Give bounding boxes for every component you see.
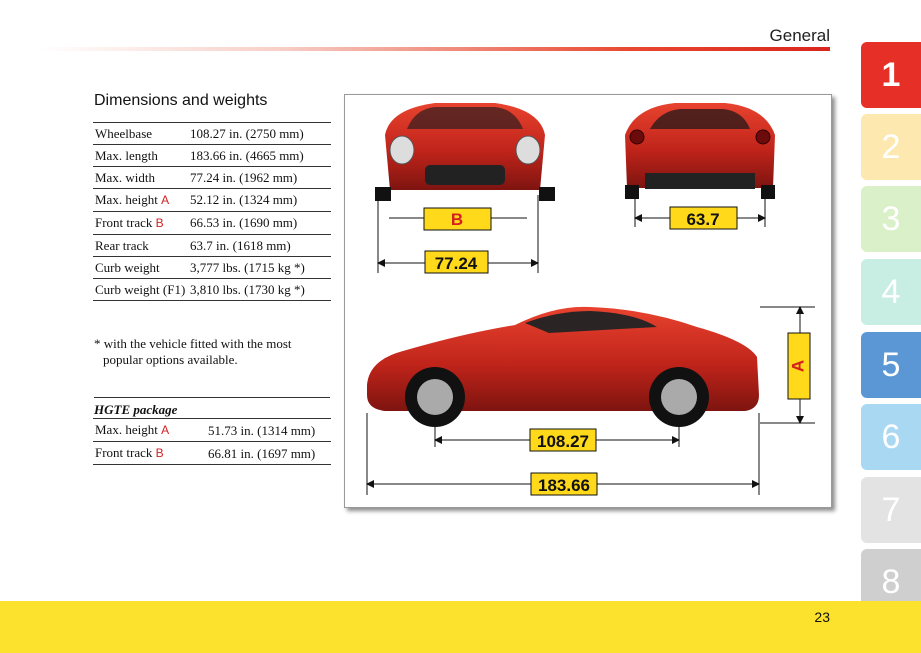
tab-label: 5 bbox=[881, 345, 901, 384]
wheelbase-text: 108.27 bbox=[537, 432, 589, 451]
rear-track-label bbox=[670, 207, 737, 229]
length-label bbox=[531, 473, 597, 495]
tab-label: 8 bbox=[881, 562, 901, 601]
spec-label-text: Rear track bbox=[95, 238, 149, 253]
rear-view-car bbox=[625, 103, 775, 199]
page-number: 23 bbox=[814, 609, 830, 625]
spec-row bbox=[93, 123, 331, 145]
spec-value: 3,777 lbs. (1715 kg *) bbox=[188, 257, 331, 279]
side-view-car bbox=[367, 307, 759, 427]
spec-label-text: Front track bbox=[95, 445, 153, 460]
max-height-text: A bbox=[788, 359, 808, 373]
spec-value: 77.24 in. (1962 mm) bbox=[188, 167, 331, 189]
spec-label bbox=[93, 257, 188, 279]
tab-chapter-5[interactable] bbox=[861, 332, 921, 398]
dimension-marker: B bbox=[155, 446, 164, 460]
spec-value: 183.66 in. (4665 mm) bbox=[188, 145, 331, 167]
spec-label bbox=[93, 419, 206, 442]
spec-value: 66.81 in. (1697 mm) bbox=[206, 442, 331, 465]
dimension-diagram bbox=[344, 94, 832, 508]
dimension-marker: B bbox=[155, 216, 164, 230]
front-track-label bbox=[424, 208, 491, 230]
section-title: General bbox=[769, 26, 830, 45]
spec-row bbox=[93, 235, 331, 257]
tab-label: 2 bbox=[881, 127, 901, 166]
spec-label bbox=[93, 145, 188, 167]
tab-chapter-2[interactable] bbox=[861, 114, 921, 180]
spec-label-text: Curb weight (F1) bbox=[95, 282, 186, 297]
spec-value: 66.53 in. (1690 mm) bbox=[188, 212, 331, 235]
spec-label-text: Wheelbase bbox=[95, 126, 153, 141]
weight-footnote bbox=[94, 336, 324, 368]
spec-value: 63.7 in. (1618 mm) bbox=[188, 235, 331, 257]
tab-chapter-7[interactable] bbox=[861, 477, 921, 543]
front-view-car bbox=[375, 103, 555, 201]
spec-value: 3,810 lbs. (1730 kg *) bbox=[188, 279, 331, 301]
spec-row bbox=[93, 167, 331, 189]
spec-row bbox=[93, 419, 331, 442]
spec-row bbox=[93, 279, 331, 301]
footer-bar bbox=[0, 601, 921, 653]
spec-label-text: Max. width bbox=[95, 170, 155, 185]
dimensions-heading: Dimensions and weights bbox=[94, 92, 268, 109]
dimension-marker: A bbox=[161, 193, 170, 207]
header-rule bbox=[40, 47, 830, 51]
footnote-line: * with the vehicle fitted with the most bbox=[94, 336, 292, 351]
tab-chapter-3[interactable] bbox=[861, 186, 921, 252]
tab-chapter-4[interactable] bbox=[861, 259, 921, 325]
spec-row bbox=[93, 212, 331, 235]
dimensions-table bbox=[93, 122, 331, 301]
rear-track-text: 63.7 bbox=[686, 210, 720, 229]
tab-label: 4 bbox=[881, 272, 901, 311]
tab-label: 6 bbox=[881, 417, 901, 456]
tab-label: 7 bbox=[881, 490, 901, 529]
package-heading: HGTE package bbox=[94, 397, 330, 418]
front-track-text: B bbox=[450, 210, 464, 229]
spec-label-text: Front track bbox=[95, 215, 153, 230]
wheelbase-label bbox=[530, 429, 596, 451]
tab-label: 3 bbox=[881, 199, 901, 238]
spec-label bbox=[93, 212, 188, 235]
tab-chapter-6[interactable] bbox=[861, 404, 921, 470]
spec-label bbox=[93, 167, 188, 189]
footnote-line: popular options available. bbox=[103, 352, 238, 367]
spec-label-text: Max. length bbox=[95, 148, 158, 163]
spec-value: 108.27 in. (2750 mm) bbox=[188, 123, 331, 145]
car-dimension-drawing bbox=[345, 95, 831, 507]
package-table bbox=[93, 418, 331, 465]
tab-chapter-1[interactable] bbox=[861, 42, 921, 108]
length-text: 183.66 bbox=[538, 476, 590, 495]
spec-row bbox=[93, 145, 331, 167]
spec-label bbox=[93, 235, 188, 257]
max-width-text: 77.24 bbox=[434, 254, 478, 273]
spec-label bbox=[93, 123, 188, 145]
spec-row bbox=[93, 257, 331, 279]
spec-value: 51.73 in. (1314 mm) bbox=[206, 419, 331, 442]
max-height-label bbox=[788, 333, 810, 399]
spec-value: 52.12 in. (1324 mm) bbox=[188, 189, 331, 212]
max-width-label bbox=[425, 251, 488, 273]
spec-label bbox=[93, 189, 188, 212]
spec-label-text: Max. height bbox=[95, 422, 158, 437]
tab-label: 1 bbox=[881, 55, 901, 94]
spec-label bbox=[93, 279, 188, 301]
spec-row bbox=[93, 189, 331, 212]
spec-label-text: Max. height bbox=[95, 192, 158, 207]
dimension-marker: A bbox=[161, 423, 170, 437]
spec-label bbox=[93, 442, 206, 465]
spec-row bbox=[93, 442, 331, 465]
spec-label-text: Curb weight bbox=[95, 260, 160, 275]
